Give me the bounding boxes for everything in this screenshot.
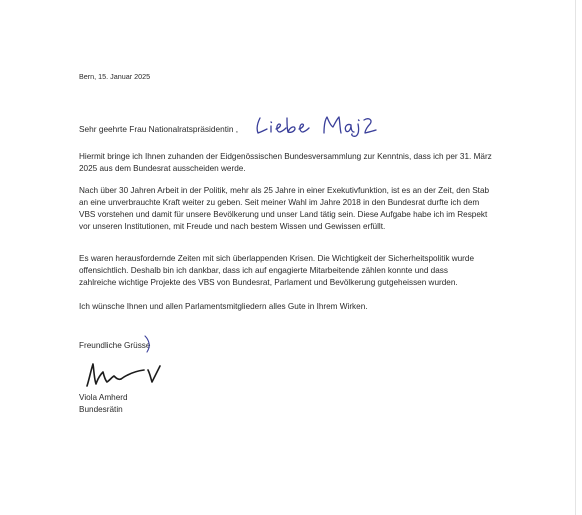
letter-date: Bern, 15. Januar 2025 (79, 72, 151, 81)
closing-phrase: Freundliche Grüsse (79, 341, 151, 350)
paragraph-wishes: Ich wünsche Ihnen und allen Parlamentsmitgliedern alles Gute in Ihrem Wirken. (79, 302, 368, 311)
handwritten-greeting (252, 112, 382, 138)
signer-name: Viola Amherd (79, 393, 128, 402)
paragraph-resignation-notice: Hiermit bringe ich Ihnen zuhanden der Eidgenössischen Bundesversammlung zur Kenntnis, dass ich per 31. März 2025 aus dem Bundesrat ausscheiden werde. (79, 152, 492, 173)
handwritten-comma-mark (141, 334, 161, 354)
signer-title: Bundesrätin (79, 405, 123, 414)
scan-edge (575, 0, 576, 515)
salutation: Sehr geehrte Frau Nationalratspräsidentin , (79, 124, 239, 134)
signer-block (79, 392, 128, 416)
paragraph-career: Nach über 30 Jahren Arbeit in der Politik, mehr als 25 Jahre in einer Exekutivfunktion, ist es an der Zeit, den Stab an eine unverbrauchte Kraft weiter zu geben. Seit meiner Wahl im Jahre 2018 in den Bundesrat durfte ich dem VBS vorstehen und damit für unsere Bevölkerung und unser Land tätig sein. Diese Aufgabe habe ich im Respekt vor unseren Institutionen, mit Freude und nach bestem Wissen und Gewissen erfüllt. (79, 186, 490, 231)
paragraph-crises: Es waren herausfordernde Zeiten mit sich überlappenden Krisen. Die Wichtigkeit der Sicherheitspolitik wurde offensichtlich. Deshalb bin ich dankbar, dass ich auf engagierte Mitarbeitende zählen konnte und dass zahlreiche wichtige Projekte des VBS von Bundesrat, Parlament und Bevölkerung gutgeheissen wurden. (79, 254, 475, 287)
handwritten-signature (84, 360, 168, 390)
